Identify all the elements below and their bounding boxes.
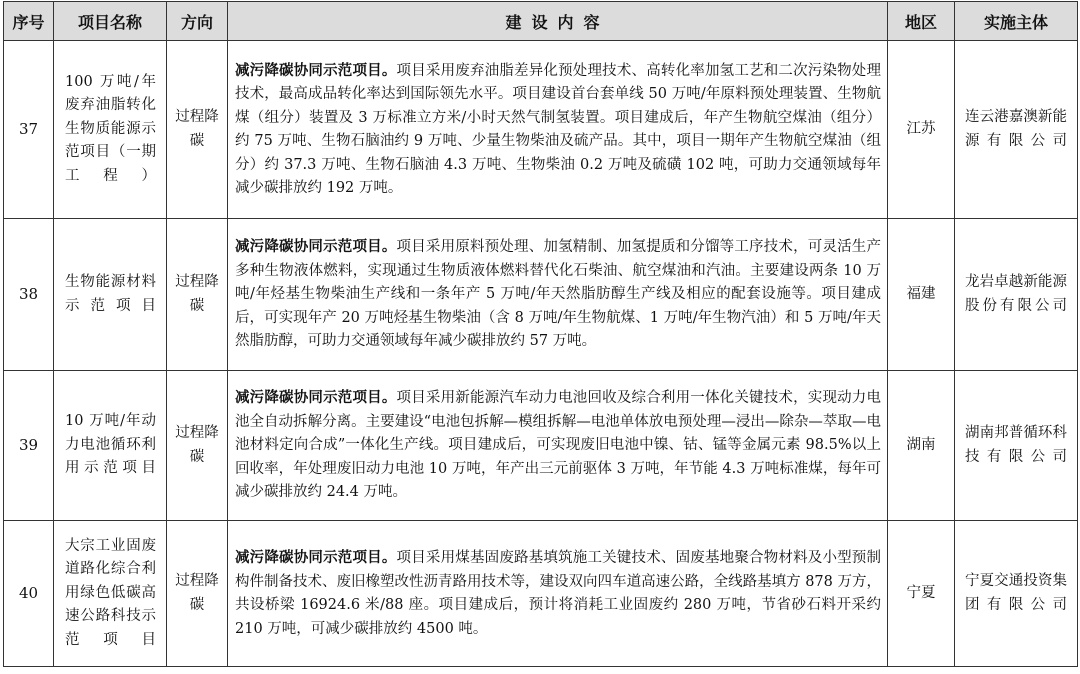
content-cell bbox=[228, 41, 888, 219]
entity-cell: 湖南邦普循环科技有限公司 bbox=[955, 371, 1078, 521]
entity-cell: 龙岩卓越新能源股份有限公司 bbox=[955, 219, 1078, 371]
content-cell bbox=[228, 219, 888, 371]
header-row bbox=[4, 2, 1078, 41]
header-name: 项目名称 bbox=[54, 2, 167, 41]
content-lead: 减污降碳协同示范项目。 bbox=[235, 389, 397, 407]
table-row bbox=[4, 371, 1078, 521]
project-name: 大宗工业固废道路化综合利用绿色低碳高速公路科技示范项目 bbox=[54, 521, 167, 667]
project-table bbox=[3, 1, 1078, 667]
project-name: 10 万吨/年动力电池循环利用示范项目 bbox=[54, 371, 167, 521]
row-number: 39 bbox=[4, 371, 54, 521]
table-row bbox=[4, 41, 1078, 219]
entity-cell: 宁夏交通投资集团有限公司 bbox=[955, 521, 1078, 667]
region-cell: 江苏 bbox=[888, 41, 955, 219]
direction-cell: 过程降碳 bbox=[167, 41, 228, 219]
table-row bbox=[4, 219, 1078, 371]
content-lead: 减污降碳协同示范项目。 bbox=[235, 238, 397, 256]
project-table-page bbox=[3, 1, 1078, 667]
content-lead: 减污降碳协同示范项目。 bbox=[235, 549, 397, 566]
header-no: 序号 bbox=[4, 2, 54, 41]
region-cell: 宁夏 bbox=[888, 521, 955, 667]
row-number: 40 bbox=[4, 521, 54, 667]
content-text: 项目采用煤基固废路基填筑施工关键技术、固废基地聚合物材料及小型预制构件制备技术、废旧橡塑改性沥青路用技术等，建设双向四车道高速公路，全线路基填方 878 万方，共设桥梁 16924.6 米/88 座。项目建成后，预计将消耗工业固废约 280 万吨，节省砂石料开采约 210 万吨，可减少碳排放约 4500 吨。 bbox=[235, 550, 881, 637]
content-cell bbox=[228, 371, 888, 521]
entity-cell: 连云港嘉澳新能源有限公司 bbox=[955, 41, 1078, 219]
table-body bbox=[4, 41, 1078, 667]
row-number: 37 bbox=[4, 41, 54, 219]
project-name: 生物能源材料示范项目 bbox=[54, 219, 167, 371]
content-lead: 减污降碳协同示范项目。 bbox=[235, 61, 397, 79]
table-row bbox=[4, 521, 1078, 667]
header-direction: 方向 bbox=[167, 2, 228, 41]
region-cell: 湖南 bbox=[888, 371, 955, 521]
content-text: 项目采用新能源汽车动力电池回收及综合利用一体化关键技术，实现动力电池全自动拆解分离。主要建设“电池包拆解—模组拆解—电池单体放电预处理—浸出—除杂—萃取—电池材料定向合成”一体化生产线。项目建成后，可实现废旧电池中镍、钴、锰等金属元素 98.5%以上回收率，年处理废旧动力电池 10 万吨，年产出三元前驱体 3 万吨，年节能 4.3 万吨标准煤，每年可减少碳排放约 24.4 万吨。 bbox=[235, 390, 881, 501]
project-name: 100 万吨/年废弃油脂转化生物质能源示范项目（一期工程） bbox=[54, 41, 167, 219]
direction-cell: 过程降碳 bbox=[167, 219, 228, 371]
header-entity: 实施主体 bbox=[955, 2, 1078, 41]
header-content: 建设内容 bbox=[228, 2, 888, 41]
direction-cell: 过程降碳 bbox=[167, 371, 228, 521]
row-number: 38 bbox=[4, 219, 54, 371]
direction-cell: 过程降碳 bbox=[167, 521, 228, 667]
content-text: 项目采用原料预处理、加氢精制、加氢提质和分馏等工序技术，可灵活生产多种生物液体燃料，实现通过生物质液体燃料替代化石柴油、航空煤油和汽油。主要建设两条 10 万吨/年烃基生物柴油生产线和一条年产 5 万吨/年天然脂肪醇生产线及相应的配套设施等。项目建成后，可实现年产 20 万吨烃基生物柴油（含 8 万吨/年生物航煤、1 万吨/年生物汽油）和 5 万吨/年天然脂肪醇，可助力交通领域每年减少碳排放约 57 万吨。 bbox=[235, 239, 881, 350]
header-region: 地区 bbox=[888, 2, 955, 41]
content-text: 项目采用废弃油脂差异化预处理技术、高转化率加氢工艺和二次污染物处理技术，最高成品转化率达到国际领先水平。项目建设首台套单线 50 万吨/年原料预处理装置、生物航煤（组分）装置及 3 万标准立方米/小时天然气制氢装置。项目建成后，年产生物航空煤油（组分）约 75 万吨、生物石脑油约 9 万吨、少量生物柴油及硫产品。其中，项目一期年产生物航空煤油（组分）约 37.3 万吨、生物石脑油 4.3 万吨、生物柴油 0.2 万吨及硫磺 102 吨，可助力交通领域每年减少碳排放约 192 万吨。 bbox=[235, 62, 881, 196]
table-header bbox=[4, 2, 1078, 41]
content-cell bbox=[228, 521, 888, 667]
region-cell: 福建 bbox=[888, 219, 955, 371]
